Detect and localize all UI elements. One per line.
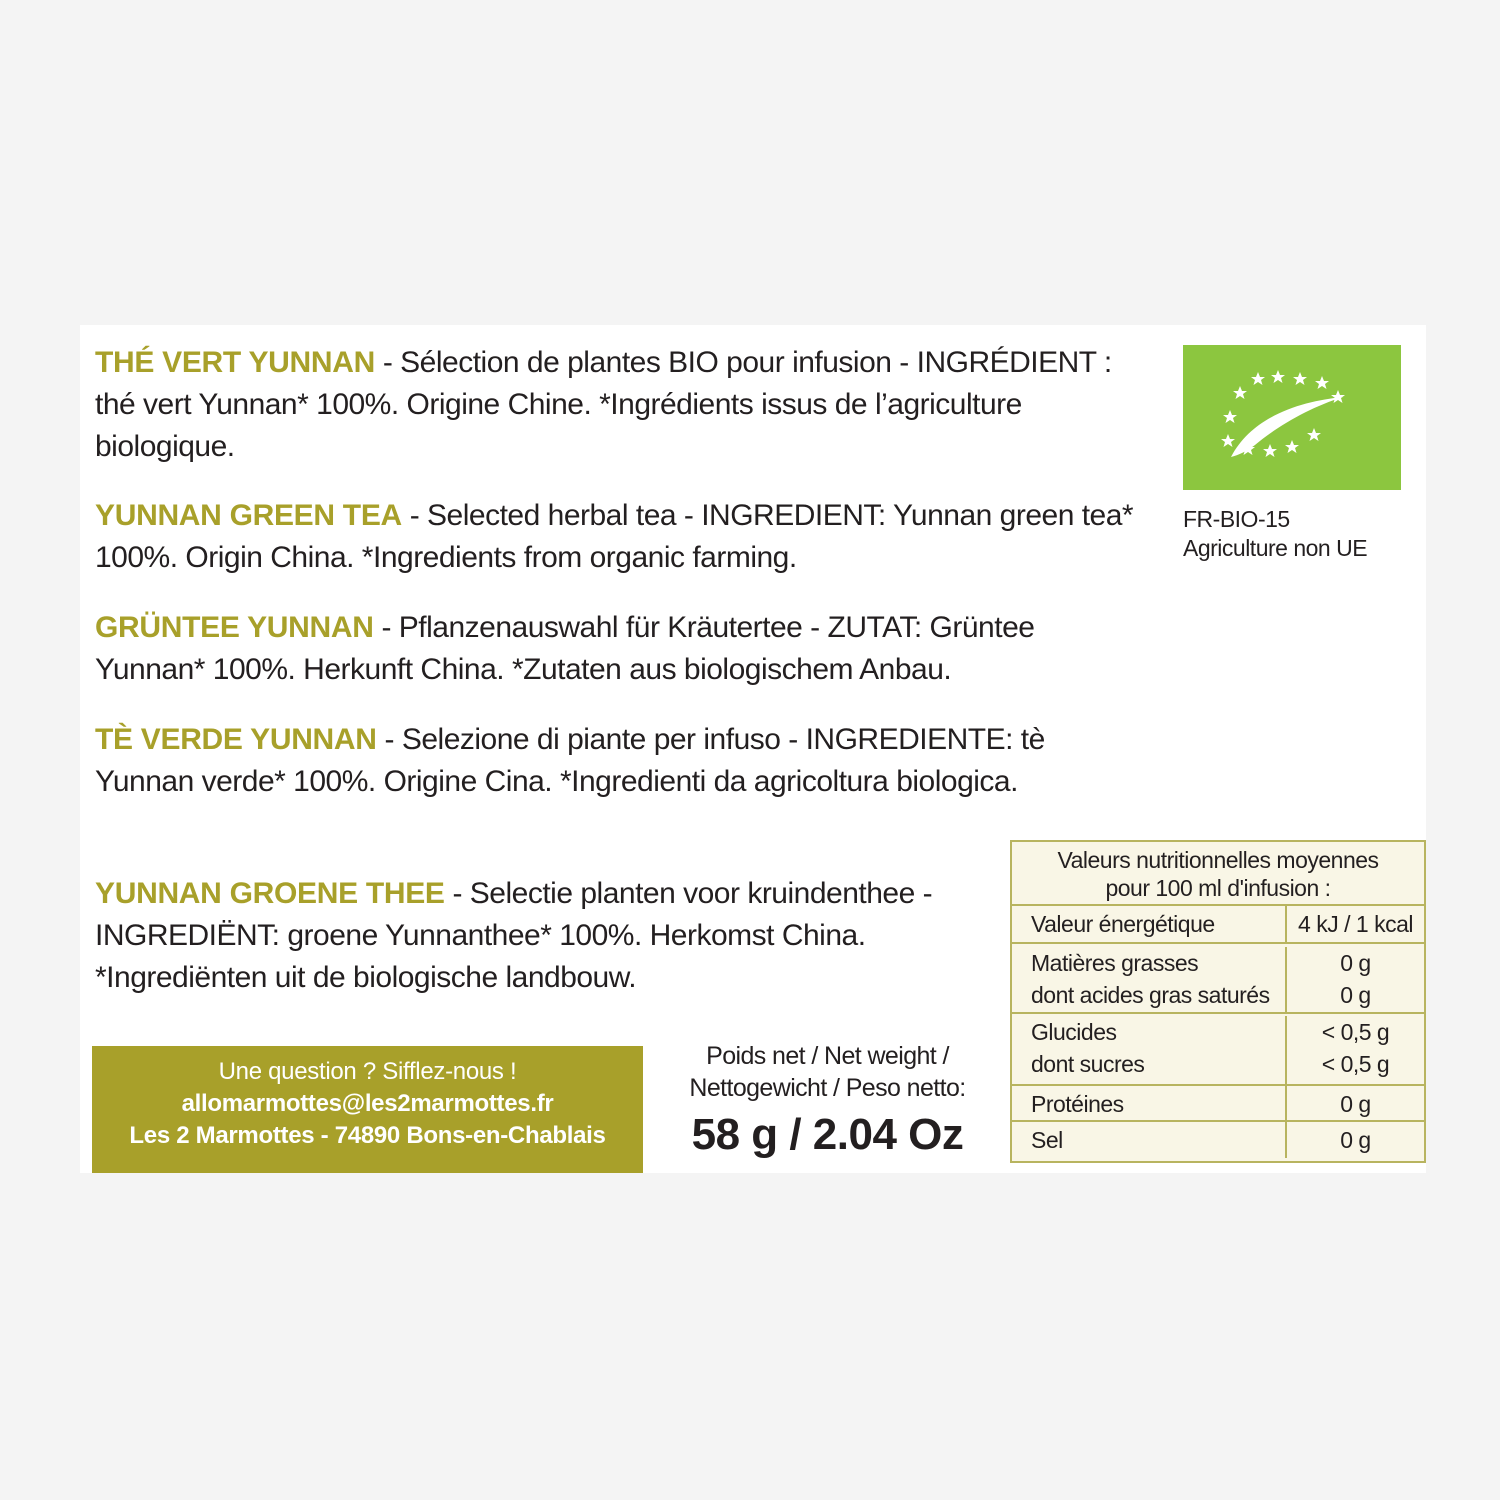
- description-text-italian: - Selezione di piante per infuso - INGREDIENTE: tè Yunnan verde* 100%. Origine Cina. *Ingredienti da agricoltura biologica.: [95, 723, 1045, 798]
- nutrition-value: 0 g: [1340, 950, 1371, 976]
- nutrition-label: Sel: [1031, 1127, 1063, 1153]
- description-german: [95, 607, 1095, 691]
- description-dutch: [95, 873, 1015, 999]
- product-title-german: GRÜNTEE YUNNAN: [95, 611, 374, 644]
- contact-address: Les 2 Marmottes - 74890 Bons-en-Chablais: [129, 1122, 606, 1149]
- nutrition-label: Matières grasses: [1031, 950, 1199, 976]
- nutrition-row-energy: [1012, 906, 1424, 944]
- nutrition-label: dont acides gras saturés: [1031, 982, 1270, 1008]
- nutrition-header-line1: Valeurs nutritionnelles moyennes: [1057, 847, 1379, 873]
- nutrition-value: < 0,5 g: [1321, 1019, 1390, 1045]
- nutrition-value: < 0,5 g: [1321, 1051, 1390, 1077]
- product-title-english: YUNNAN GREEN TEA: [95, 499, 402, 532]
- certification-origin: Agriculture non UE: [1183, 535, 1368, 561]
- eu-organic-leaf-icon: [1183, 345, 1401, 490]
- nutrition-row-fat: [1012, 944, 1424, 1014]
- nutrition-label: dont sucres: [1031, 1051, 1145, 1077]
- description-italian: [95, 719, 1125, 803]
- nutrition-row-protein: [1012, 1086, 1424, 1122]
- nutrition-header: [1012, 842, 1424, 906]
- description-text-french: - Sélection de plantes BIO pour infusion - INGRÉDIENT : thé vert Yunnan* 100%. Origine Chine. *Ingrédients issus de l’agriculture biologique.: [95, 346, 1112, 463]
- nutrition-header-line2: pour 100 ml d'infusion :: [1105, 875, 1331, 901]
- contact-box: [92, 1046, 643, 1173]
- net-weight-label-line1: Poids net / Net weight /: [706, 1042, 949, 1070]
- nutrition-label: Glucides: [1031, 1019, 1117, 1045]
- description-french: [95, 342, 1135, 468]
- nutrition-value: 4 kJ / 1 kcal: [1298, 911, 1413, 937]
- nutrition-value: 0 g: [1340, 1127, 1371, 1153]
- description-text-german: - Pflanzenauswahl für Kräutertee - ZUTAT: Grüntee Yunnan* 100%. Herkunft China. *Zutaten aus biologischem Anbau.: [95, 611, 1035, 686]
- nutrition-row-salt: [1012, 1122, 1424, 1158]
- net-weight-label-line2: Nettogewicht / Peso netto:: [689, 1074, 966, 1102]
- product-title-french: THÉ VERT YUNNAN: [95, 346, 375, 379]
- description-text-english: - Selected herbal tea - INGREDIENT: Yunnan green tea* 100%. Origin China. *Ingredients from organic farming.: [95, 499, 1134, 574]
- net-weight: [655, 1040, 1000, 1162]
- product-title-italian: TÈ VERDE YUNNAN: [95, 723, 377, 756]
- net-weight-value: 58 g / 2.04 Oz: [691, 1110, 964, 1159]
- contact-question: Une question ? Sifflez-nous !: [218, 1058, 517, 1085]
- product-title-dutch: YUNNAN GROENE THEE: [95, 877, 445, 910]
- certification-info: [1183, 505, 1367, 563]
- nutrition-row-carbs: [1012, 1014, 1424, 1086]
- nutrition-label: Valeur énergétique: [1031, 911, 1215, 937]
- nutrition-value: 0 g: [1340, 1091, 1371, 1117]
- nutrition-label: Protéines: [1031, 1091, 1124, 1117]
- description-english: [95, 495, 1155, 579]
- nutrition-table: [1010, 840, 1426, 1163]
- description-text-dutch: - Selectie planten voor kruindenthee - INGREDIËNT: groene Yunnanthee* 100%. Herkomst China. *Ingrediënten uit de biologische landbouw.: [95, 877, 933, 994]
- certification-code: FR-BIO-15: [1183, 506, 1290, 532]
- contact-email[interactable]: allomarmottes@les2marmottes.fr: [181, 1090, 554, 1117]
- nutrition-value: 0 g: [1340, 982, 1371, 1008]
- product-label: [80, 325, 1426, 1173]
